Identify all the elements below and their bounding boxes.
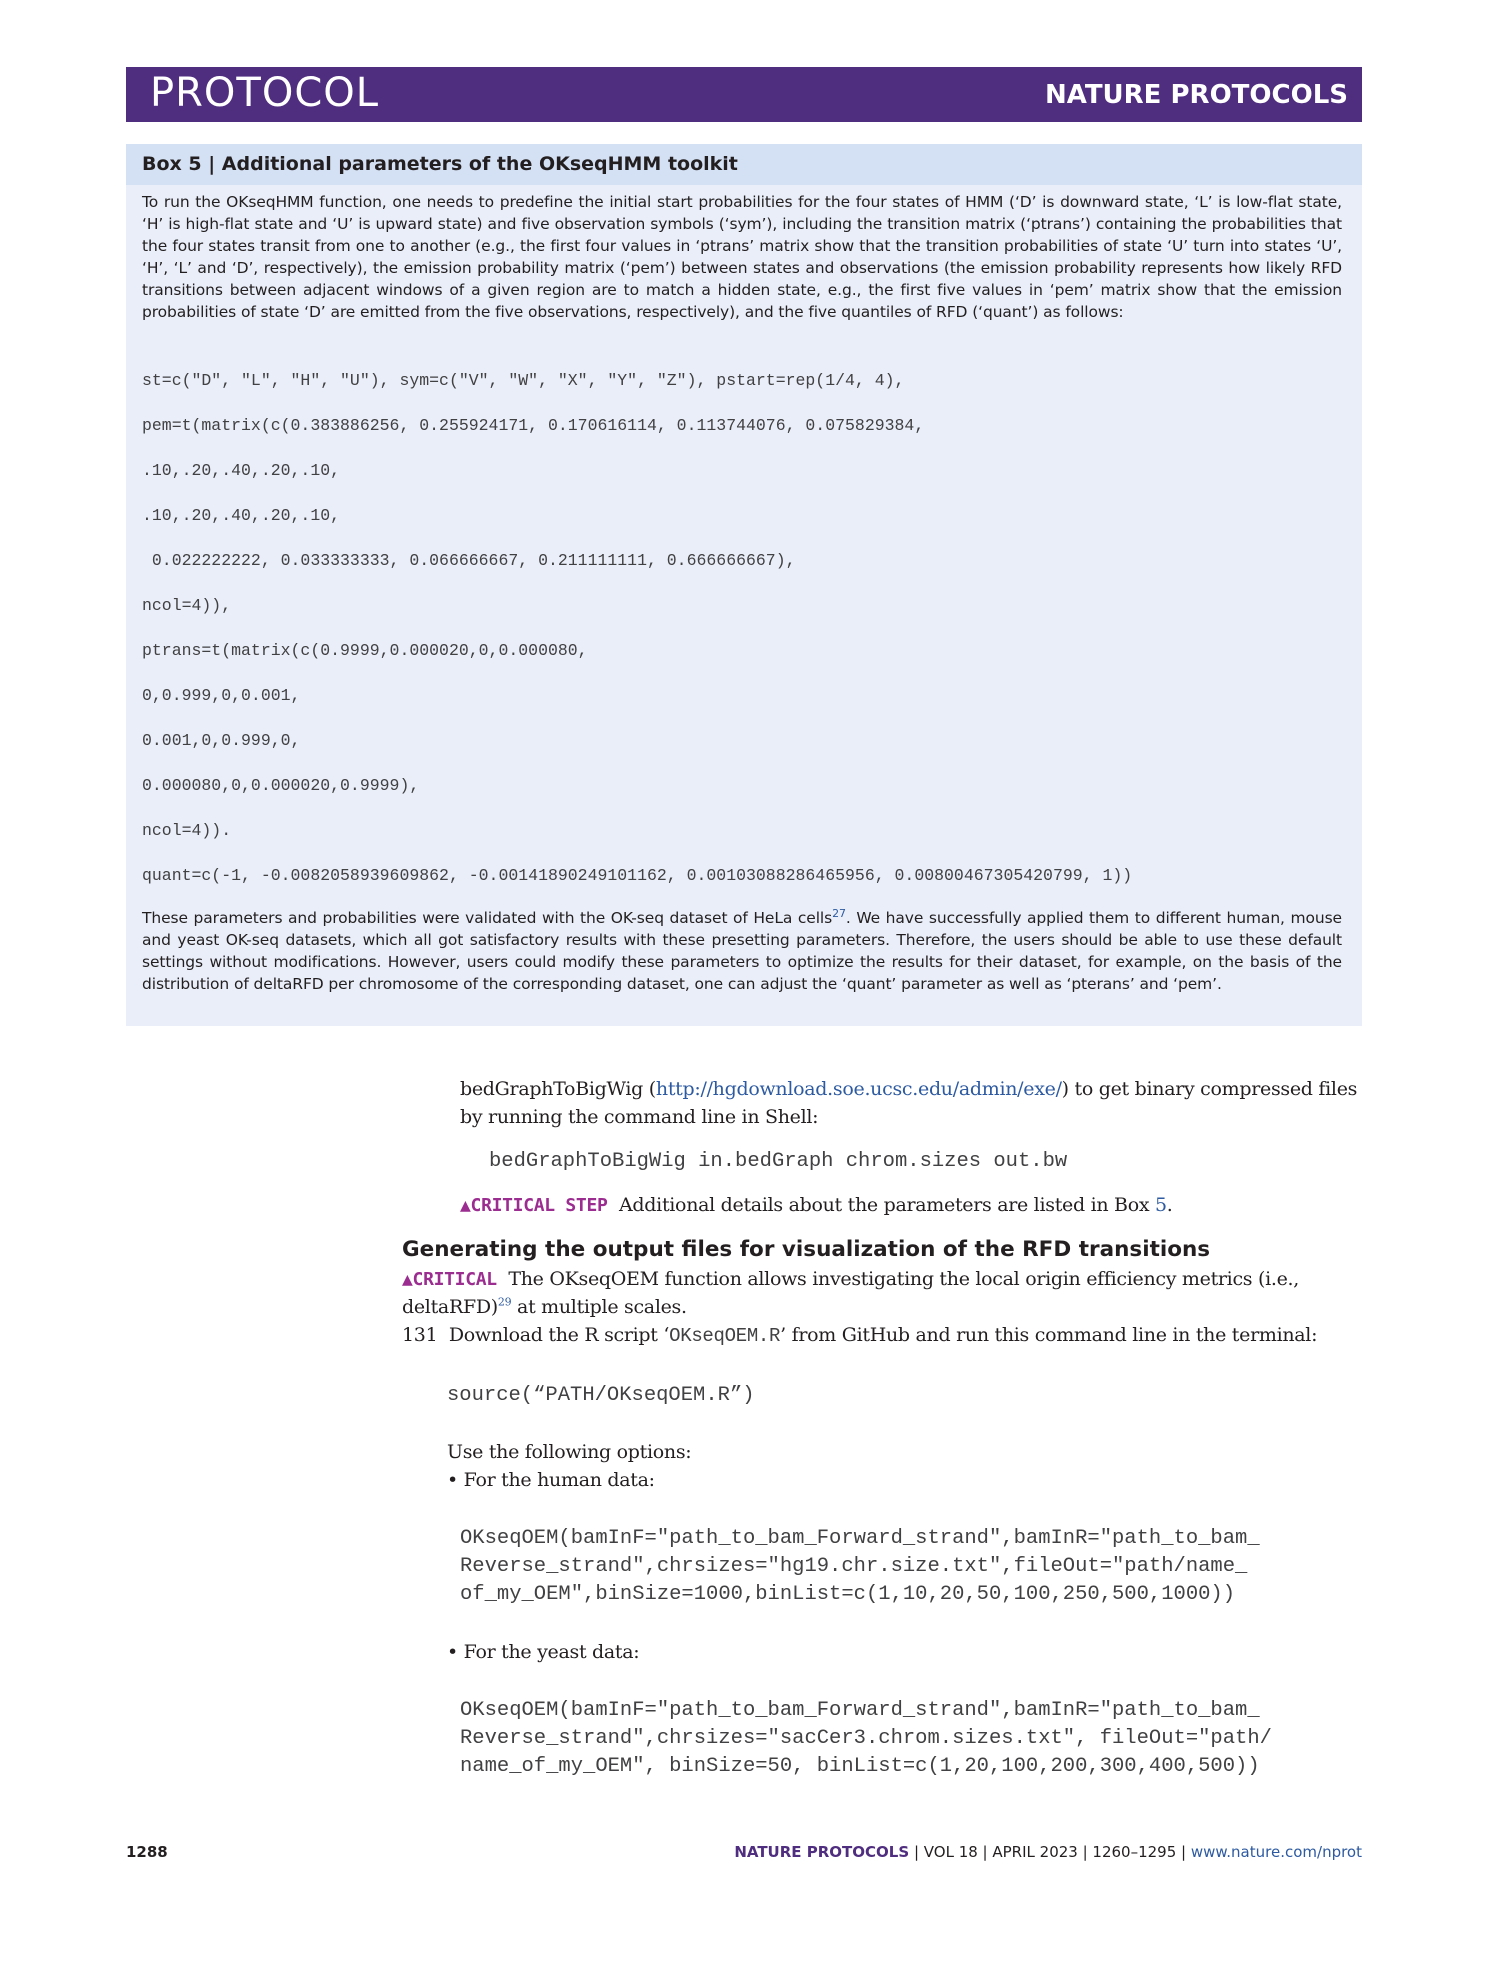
reference-29[interactable]: 29 xyxy=(497,1295,512,1309)
code-line: 0,0.999,0,0.001, xyxy=(142,686,301,705)
human-label: • For the human data: xyxy=(447,1469,655,1491)
box-title: Box 5 | Additional parameters of the OKseqHMM toolkit xyxy=(142,153,738,175)
box-intro: To run the OKseqHMM function, one needs to predefine the initial start probabilities for the four states of HMM (‘D’ is downward state, ‘L’ is low-flat state, ‘H’ is high-flat state and ‘U’ is upward state) and five observation symbols (‘sym’), including the transition matrix (‘ptrans’) containing the probabilities that the four states transit from one to another (e.g., the first four values in ‘ptrans’ matrix show that the transition probabilities of state ‘U’ turn into states ‘U’, ‘H’, ‘L’ and ‘D’, respectively), the emission probability matrix (‘pem’) between states and observations (the emission probability represents how likely RFD transitions between adjacent windows of a given region are to match a hidden state, e.g., the first five values in ‘pem’ matrix show that the emission probabilities of state ‘D’ are emitted from the five observations, respectively), and the five quantiles of RFD (‘quant’) as follows: xyxy=(142,193,1342,321)
section-heading: Generating the output files for visualization of the RFD transitions xyxy=(402,1237,1211,1262)
human-code-line: of_my_OEM",binSize=1000,binList=c(1,10,20,50,100,250,500,1000)) xyxy=(460,1583,1236,1606)
code-line: .10,.20,.40,.20,.10, xyxy=(142,461,341,480)
box-5-link[interactable]: 5 xyxy=(1155,1194,1167,1216)
command-bedgraph: bedGraphToBigWig in.bedGraph chrom.sizes out.bw xyxy=(489,1150,1068,1173)
human-code-line: Reverse_strand",chrsizes="hg19.chr.size.txt",fileOut="path/name_ xyxy=(460,1555,1248,1578)
code-line: 0.022222222, 0.033333333, 0.066666667, 0.211111111, 0.666666667), xyxy=(142,551,796,570)
script-filename: OKseqOEM.R xyxy=(669,1325,781,1347)
command-source: source(“PATH/OKseqOEM.R”) xyxy=(447,1384,755,1407)
options-text: Use the following options: xyxy=(447,1441,692,1463)
yeast-label: • For the yeast data: xyxy=(447,1641,640,1663)
code-line: st=c("D", "L", "H", "U"), sym=c("V", "W", "X", "Y", "Z"), pstart=rep(1/4, 4), xyxy=(142,371,905,390)
critical-step: ▲CRITICAL STEP Additional details about the parameters are listed in Box 5. xyxy=(460,1194,1173,1216)
step-number: 131 xyxy=(402,1324,438,1346)
yeast-code-line: Reverse_strand",chrsizes="sacCer3.chrom.sizes.txt", fileOut="path/ xyxy=(460,1727,1272,1750)
page-header xyxy=(126,67,1362,122)
journal-name: NATURE PROTOCOLS xyxy=(1044,80,1348,110)
code-line: .10,.20,.40,.20,.10, xyxy=(142,506,341,525)
human-code-line: OKseqOEM(bamInF="path_to_bam_Forward_strand",bamInR="path_to_bam_ xyxy=(460,1527,1260,1550)
yeast-code-line: OKseqOEM(bamInF="path_to_bam_Forward_strand",bamInR="path_to_bam_ xyxy=(460,1699,1260,1722)
box-5 xyxy=(126,144,1362,1026)
footer-journal: NATURE PROTOCOLS xyxy=(734,1843,910,1861)
box-outro: These parameters and probabilities were validated with the OK-seq dataset of HeLa cells$^{27}$. We have successfully applied them to different human, mouse and yeast OK-seq datasets, which all got satisfactory results with these presetting parameters. Therefore, the users should be able to use these default settings without modifications. However, users could modify these parameters to optimize the results for their dataset, for example, on the basis of the distribution of deltaRFD per chromosome of the corresponding dataset, one can adjust the ‘quant’ parameter as well as ‘pterans’ and ‘pem’. xyxy=(142,906,1342,993)
critical-label: ▲CRITICAL xyxy=(402,1269,497,1290)
reference-27[interactable]: 27 xyxy=(832,906,846,920)
code-line: ptrans=t(matrix(c(0.9999,0.000020,0,0.000080, xyxy=(142,641,588,660)
code-line: 0.001,0,0.999,0, xyxy=(142,731,301,750)
code-line: ncol=4)), xyxy=(142,596,232,615)
critical-step-label: ▲CRITICAL STEP xyxy=(460,1195,608,1216)
paragraph-bedgraph: bedGraphToBigWig (http://hgdownload.soe.ucsc.edu/admin/exe/) to get binary compressed files xyxy=(460,1078,1358,1100)
critical-note-cont: deltaRFD)$^{29}$ at multiple scales. xyxy=(402,1295,687,1318)
step-131: 131 Download the R script ‘OKseqOEM.R’ from GitHub and run this command line in the terminal: xyxy=(402,1324,1318,1347)
hgdownload-link[interactable]: http://hgdownload.soe.ucsc.edu/admin/exe/ xyxy=(655,1078,1062,1100)
box-title-bar xyxy=(126,144,1362,185)
critical-note: ▲CRITICAL The OKseqOEM function allows investigating the local origin efficiency metrics (i.e., xyxy=(402,1268,1300,1290)
footer-citation: NATURE PROTOCOLS | VOL 18 | APRIL 2023 | 1260–1295 | www.nature.com/nprot xyxy=(734,1843,1362,1861)
page-number: 1288 xyxy=(126,1843,168,1861)
code-line: pem=t(matrix(c(0.383886256, 0.255924171, 0.170616114, 0.113744076, 0.075829384, xyxy=(142,416,925,435)
journal-url[interactable]: www.nature.com/nprot xyxy=(1190,1843,1362,1861)
paragraph-bedgraph-cont: by running the command line in Shell: xyxy=(460,1106,819,1128)
section-label: PROTOCOL xyxy=(150,70,380,116)
code-line: 0.000080,0,0.000020,0.9999), xyxy=(142,776,420,795)
code-line: quant=c(-1, -0.0082058939609862, -0.00141890249101162, 0.00103088286465956, 0.00800467305420799, 1)) xyxy=(142,866,1133,885)
code-line: ncol=4)). xyxy=(142,821,232,840)
yeast-code-line: name_of_my_OEM", binSize=50, binList=c(1,20,100,200,300,400,500)) xyxy=(460,1755,1260,1778)
